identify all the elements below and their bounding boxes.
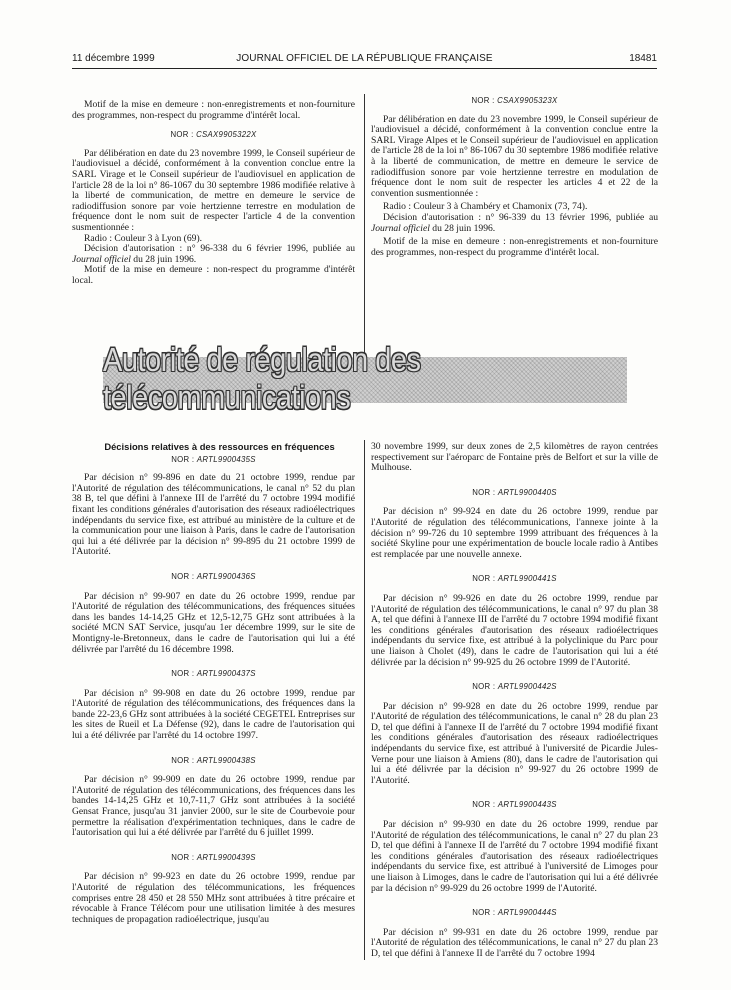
- decision-paragraph: Par décision n° 99-908 en date du 26 octobre 1999, rendue par l'Autorité de régulation des télécommunications, des fréquences dans la bande 22-23,6 GHz sont attribuées à la société CEGETEL Entreprises sur les sites de Rueil et La Défense (92), dans le cadre de l'autorisation qui lui a été délivrée par l'arrêté du 14 octobre 1997.: [72, 687, 355, 742]
- decision-paragraph: Par décision n° 99-931 en date du 26 octobre 1999, rendue par l'Autorité de régulation des télécommunications, le canal n° 27 du plan 23 D, tel que défini à l'annexe II de l'arrêté du 7 octobre 1994: [371, 926, 658, 959]
- paragraph: Motif de la mise en demeure : non-enregistrements et non-fourniture des programmes, non-respect du programme d'intérêt local.: [371, 236, 658, 258]
- bottom-left-column: [72, 442, 355, 925]
- decision-paragraph: Par décision n° 99-924 en date du 26 octobre 1999, rendue par l'Autorité de régulation des télécommunications, l'annexe jointe à la décision n° 99-726 du 10 septembre 1999 attribuant des fréquences à la société Skyline pour une expérimentation de boucle locale radio à Antibes est remplacée par une nouvelle annexe.: [371, 506, 658, 560]
- journal-title: JOURNAL OFFICIEL DE LA RÉPUBLIQUE FRANÇAISE: [236, 53, 493, 64]
- nor-code: ARTL9900442S: [497, 682, 557, 692]
- header-rule: [72, 68, 657, 69]
- nor-code: ARTL9900443S: [497, 800, 557, 810]
- decision-list: [72, 455, 355, 926]
- nor-code: CSAX9905322X: [196, 130, 257, 140]
- nor-reference: [371, 682, 658, 693]
- paragraph: Motif de la mise en demeure : non-enregistrements et non-fourniture des programmes, non-respect du programme d'intérêt local.: [72, 99, 355, 121]
- nor-label: NOR :: [171, 669, 195, 679]
- decision-paragraph: Par décision n° 99-926 en date du 26 octobre 1999, rendue par l'Autorité de régulation des télécommunications, le canal n° 97 du plan 38 A, tel que défini à l'annexe III de l'arrêté du 7 octobre 1994 modifié fixant les conditions générales d'autorisation des réseaux radioélectriques indépendants du service fixe, est attribué à la polyclinique du Parc pour une liaison à Cholet (49), dans le cadre de l'autorisation qui lui a été délivrée par la décision n° 99-925 du 26 octobre 1999 de l'Autorité.: [371, 592, 658, 668]
- continuation-paragraph: 30 novembre 1999, sur deux zones de 2,5 kilomètres de rayon centrées respectivement sur l'aéroparc de Fontaine près de Belfort et sur la ville de Mulhouse.: [371, 441, 658, 474]
- decision-paragraph: Par décision n° 99-896 en date du 21 octobre 1999, rendue par l'Autorité de régulation des télécommunications, le canal n° 52 du plan 38 B, tel que défini à l'annexe III de l'arrêté du 7 octobre 1994 modifié fixant les conditions générales d'autorisation des réseaux radioélectriques indépendants du service fixe, est attribué au ministère de la culture et de la communication pour une liaison à Paris, dans le cadre de l'autorisation qui lui a été délivrée par la décision n° 99-895 du 21 octobre 1999 de l'Autorité.: [72, 472, 355, 558]
- nor-reference: [371, 800, 658, 811]
- nor-code: ARTL9900439S: [196, 852, 256, 862]
- nor-reference: [72, 669, 355, 680]
- nor-code: ARTL9900444S: [497, 908, 557, 918]
- decision-list: [371, 488, 658, 960]
- top-left-column: [72, 100, 355, 287]
- bottom-right-column: [371, 442, 658, 960]
- nor-reference: [72, 853, 355, 864]
- nor-reference: [72, 455, 355, 466]
- nor-label: NOR :: [170, 130, 194, 140]
- paragraph: Motif de la mise en demeure : non-respect du programme d'intérêt local.: [72, 264, 355, 286]
- nor-label: NOR :: [472, 800, 496, 810]
- paragraph: Par délibération en date du 23 novembre 1999, le Conseil supérieur de l'audiovisuel a décidé, conformément à la convention conclue entre la SARL Virage Alpes et le Conseil supérieur de l'audiovisuel en application de l'article 28 de la loi n° 86-1067 du 30 septembre 1986 modifiée relative à la liberté de communication, de mettre en demeure le service de radiodiffusion sonore par voie hertzienne terrestre en modulation de fréquence dont le nom suit de respecter les articles 4 et 22 de la convention susmentionnée :: [371, 113, 658, 199]
- nor-code: CSAX9905323X: [497, 96, 558, 105]
- nor-code: ARTL9900435S: [196, 454, 256, 464]
- decision-paragraph: Par décision n° 99-923 en date du 26 octobre 1999, rendue par l'Autorité de régulation des télécommunications, les fréquences comprises entre 28 450 et 28 550 MHz sont attribuées à titre précaire et révocable à France Télécom pour une utilisation limitée à des mesures techniques de propagation radioélectrique, jusqu'au: [72, 871, 355, 925]
- nor-reference: [72, 572, 355, 583]
- nor-label: NOR :: [472, 682, 496, 692]
- section-title: Décisions relatives à des ressources en fréquences: [104, 441, 335, 452]
- nor-reference: [72, 130, 355, 141]
- section-banner: [103, 342, 627, 417]
- nor-reference: [72, 756, 355, 767]
- nor-code: ARTL9900441S: [497, 574, 557, 584]
- nor-label: NOR :: [171, 571, 195, 581]
- nor-label: NOR :: [171, 852, 195, 862]
- nor-reference: [371, 96, 658, 107]
- nor-code: ARTL9900437S: [196, 669, 256, 679]
- paragraph: Radio : Couleur 3 à Lyon (69).: [84, 232, 203, 244]
- nor-label: NOR :: [171, 454, 195, 464]
- nor-reference: [371, 488, 658, 499]
- nor-reference: [371, 908, 658, 919]
- issue-date: 11 décembre 1999: [72, 53, 155, 64]
- top-right-column: [371, 94, 658, 258]
- nor-code: ARTL9900440S: [497, 487, 557, 497]
- nor-reference: [371, 574, 658, 585]
- nor-label: NOR :: [472, 574, 496, 584]
- banner-title: Autorité de régulation des télécommunications: [103, 342, 421, 417]
- nor-code: ARTL9900436S: [196, 571, 256, 581]
- decision-paragraph: Par décision n° 99-909 en date du 26 octobre 1999, rendue par l'Autorité de régulation des télécommunications, des fréquences dans les bandes 14-14,25 GHz et 10,7-11,7 GHz sont attribuées à la société Gensat France, jusqu'au 31 janvier 2000, sur le site de Courbevoie pour permettre la réalisation d'expérimentation techniques, dans le cadre de l'autorisation qui lui a été délivrée par l'arrêté du 6 juillet 1999.: [72, 774, 355, 839]
- nor-label: NOR :: [472, 487, 496, 497]
- paragraph: Décision d'autorisation : n° 96-338 du 6 février 1996, publiée au Journal officiel du 28 juin 1996.: [72, 243, 355, 265]
- paragraph: Radio : Couleur 3 à Chambéry et Chamonix (73, 74).: [383, 201, 588, 213]
- nor-code: ARTL9900438S: [196, 755, 256, 765]
- column-divider: [364, 440, 365, 960]
- decision-paragraph: Par décision n° 99-928 en date du 26 octobre 1999, rendue par l'Autorité de régulation des télécommunications, le canal n° 28 du plan 23 D, tel que défini à l'annexe II de l'arrêté du 7 octobre 1994 modifié fixant les conditions générales d'autorisation des réseaux radioélectriques indépendants du service fixe, est attribué à l'université de Picardie Jules-Verne pour une liaison à Amiens (80), dans le cadre de l'autorisation qui lui a été délivrée par la décision n° 99-927 du 26 octobre 1999 de l'Autorité.: [371, 700, 658, 786]
- paragraph: Par délibération en date du 23 novembre 1999, le Conseil supérieur de l'audiovisuel a décidé, conformément à la convention conclue entre la SARL Virage et le Conseil supérieur de l'audiovisuel en application de l'article 28 de la loi n° 86-1067 du 30 septembre 1986 modifiée relative à la liberté de communication, de mettre en demeure le service de radiodiffusion sonore par voie hertzienne terrestre en modulation de fréquence dont le nom suit de respecter l'article 4 de la convention susmentionnée :: [72, 147, 355, 233]
- nor-label: NOR :: [471, 96, 495, 105]
- decision-paragraph: Par décision n° 99-930 en date du 26 octobre 1999, rendue par l'Autorité de régulation des télécommunications, le canal n° 27 du plan 23 D, tel que défini à l'annexe II de l'arrêté du 7 octobre 1994 modifié fixant les conditions générales d'autorisation des réseaux radioélectriques indépendants du service fixe, est attribué à l'université de Limoges pour une liaison à Limoges, dans le cadre de l'autorisation qui lui a été délivrée par la décision n° 99-929 du 26 octobre 1999 de l'Autorité.: [371, 819, 658, 894]
- page-header: [72, 53, 657, 67]
- paragraph: Décision d'autorisation : n° 96-339 du 13 février 1996, publiée au Journal officiel du 28 juin 1996.: [371, 211, 658, 234]
- nor-label: NOR :: [171, 755, 195, 765]
- page-number: 18481: [629, 53, 657, 64]
- decision-paragraph: Par décision n° 99-907 en date du 26 octobre 1999, rendue par l'Autorité de régulation des télécommunications, des fréquences situées dans les bandes 14-14,25 GHz et 12,5-12,75 GHz sont attribuées à la société MCN SAT Service, jusqu'au 1er décembre 1999, sur le site de Montigny-le-Bretonneux, dans le cadre de l'autorisation qui lui a été délivrée par l'arrêté du 16 décembre 1998.: [72, 590, 355, 655]
- nor-label: NOR :: [472, 908, 496, 918]
